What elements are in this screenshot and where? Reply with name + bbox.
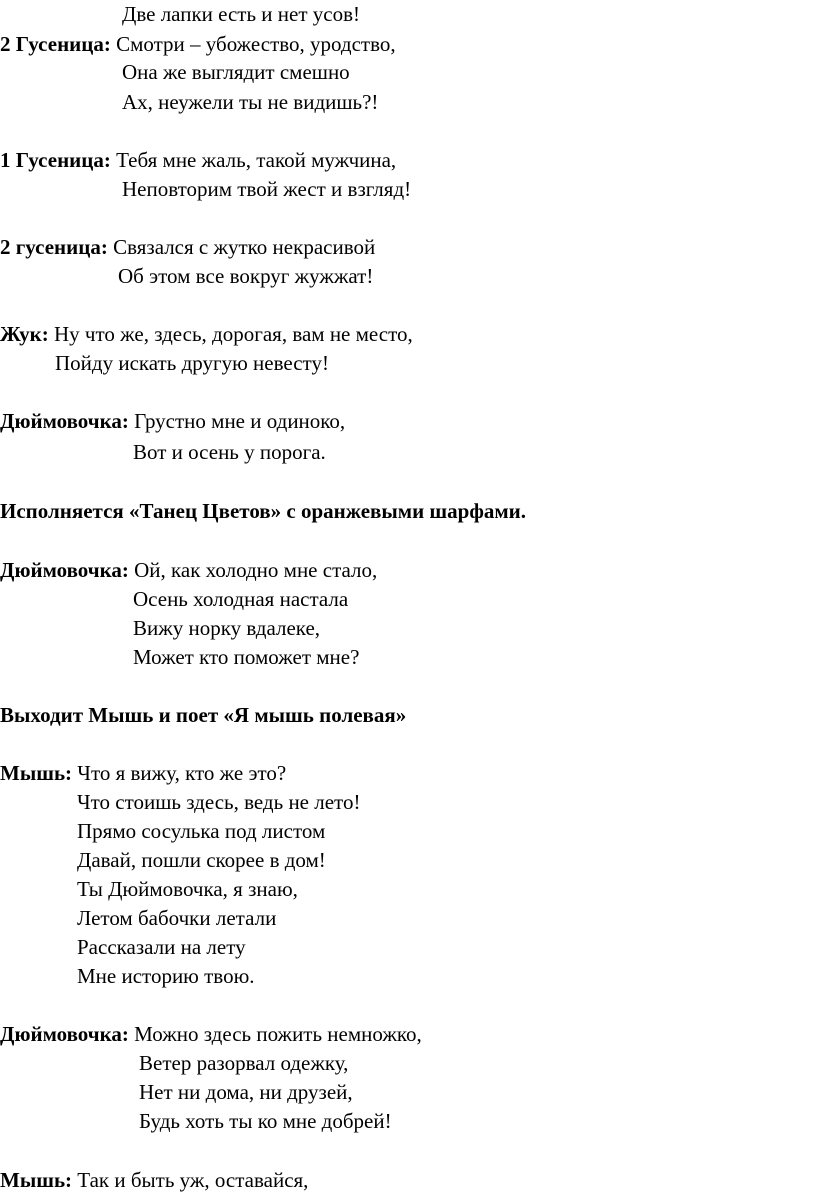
- verse-line: Может кто поможет мне?: [133, 645, 360, 669]
- speaker-name: 2 гусеница:: [0, 235, 108, 259]
- stage-direction: Исполняется «Танец Цветов» с оранжевыми шарфами.: [0, 499, 527, 523]
- verse-line: Пойду искать другую невесту!: [55, 351, 329, 375]
- dialogue-first-line: [0, 233, 375, 261]
- verse-line: Прямо сосулька под листом: [77, 819, 326, 843]
- speaker-name: Мышь:: [0, 761, 73, 785]
- dialogue-first-line: [0, 1020, 422, 1048]
- speaker-name: Дюймовочка:: [0, 558, 129, 582]
- verse-line: Нет ни дома, ни друзей,: [139, 1080, 353, 1104]
- verse-line: Две лапки есть и нет усов!: [122, 2, 361, 26]
- verse-line: Летом бабочки летали: [77, 906, 277, 930]
- verse-line: Будь хоть ты ко мне добрей!: [139, 1109, 392, 1133]
- verse-line: Ветер разорвал одежку,: [139, 1051, 349, 1075]
- verse-line: Ты Дюймовочка, я знаю,: [77, 877, 298, 901]
- verse-text: Что я вижу, кто же это?: [72, 761, 287, 785]
- speaker-name: Дюймовочка:: [0, 1022, 129, 1046]
- dialogue-first-line: [0, 759, 286, 787]
- speaker-name: 1 Гусеница:: [0, 148, 111, 172]
- verse-line: Вижу норку вдалеке,: [133, 616, 321, 640]
- verse-text: Грустно мне и одиноко,: [128, 409, 346, 433]
- verse-line: Об этом все вокруг жужжат!: [118, 264, 374, 288]
- verse-text: Ну что же, здесь, дорогая, вам не место,: [48, 322, 413, 346]
- verse-line: Вот и осень у порога.: [133, 440, 326, 464]
- speaker-name: Жук:: [0, 322, 49, 346]
- verse-text: Смотри – убожество, уродство,: [110, 32, 396, 56]
- verse-line: Мне историю твою.: [77, 964, 255, 988]
- dialogue-first-line: [0, 320, 413, 348]
- verse-text: Связался с жутко некрасивой: [107, 235, 376, 259]
- verse-line: Ах, неужели ты не видишь?!: [122, 90, 379, 114]
- verse-line: Она же выглядит смешно: [122, 60, 350, 84]
- dialogue-first-line: [0, 1166, 308, 1194]
- verse-line: Давай, пошли скорее в дом!: [77, 848, 326, 872]
- stage-direction: Выходит Мышь и поет «Я мышь полевая»: [0, 703, 407, 727]
- verse-text: Ой, как холодно мне стало,: [128, 558, 378, 582]
- verse-line: Осень холодная настала: [133, 587, 349, 611]
- dialogue-first-line: [0, 556, 377, 584]
- speaker-name: Дюймовочка:: [0, 409, 129, 433]
- dialogue-first-line: [0, 146, 396, 174]
- verse-text: Так и быть уж, оставайся,: [72, 1168, 309, 1192]
- speaker-name: 2 Гусеница:: [0, 32, 111, 56]
- dialogue-first-line: [0, 407, 345, 435]
- speaker-name: Мышь:: [0, 1168, 73, 1192]
- verse-line: Неповторим твой жест и взгляд!: [122, 177, 412, 201]
- verse-text: Можно здесь пожить немножко,: [128, 1022, 422, 1046]
- verse-line: Рассказали на лету: [77, 935, 246, 959]
- verse-text: Тебя мне жаль, такой мужчина,: [110, 148, 397, 172]
- verse-line: Что стоишь здесь, ведь не лето!: [77, 790, 361, 814]
- dialogue-first-line: [0, 30, 396, 58]
